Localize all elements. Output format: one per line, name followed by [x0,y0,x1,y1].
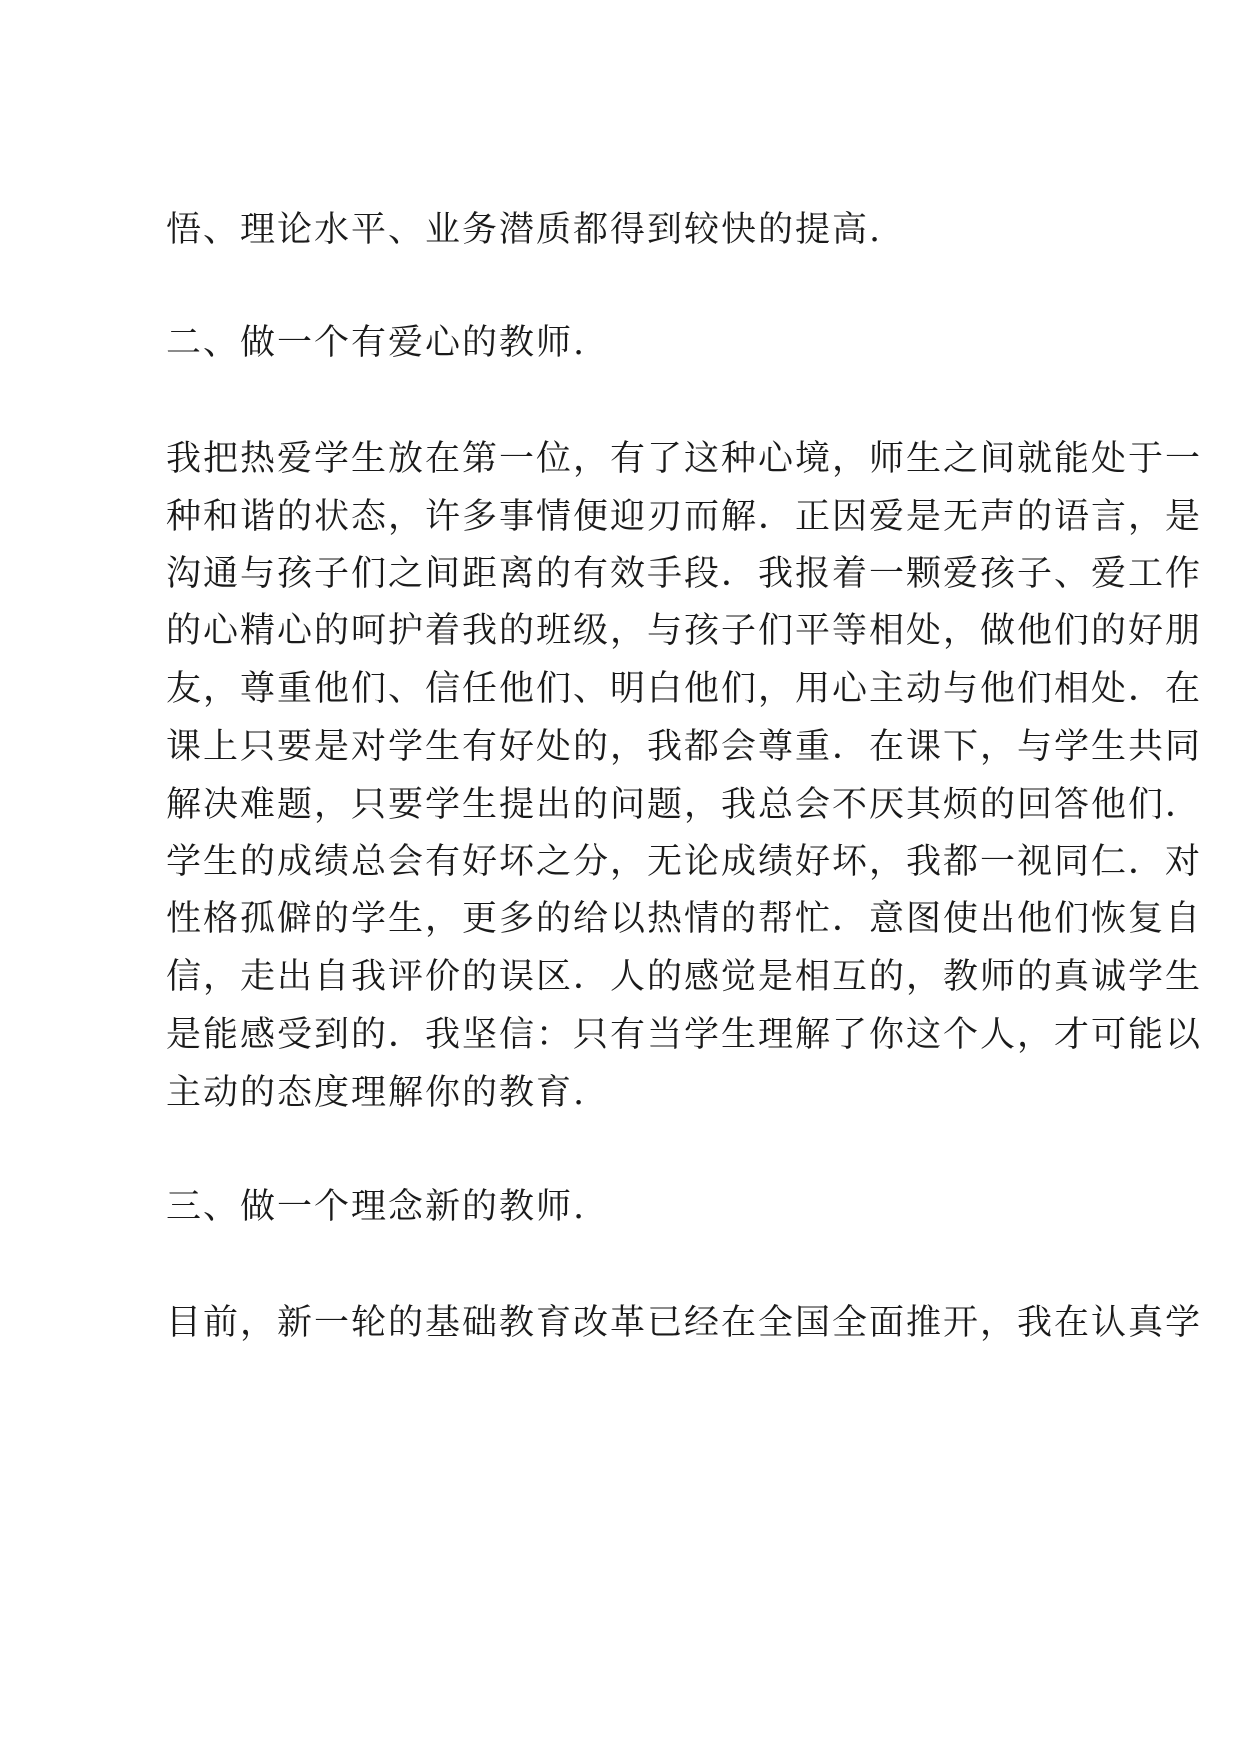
paragraph-line: 是能感受到的．我坚信：只有当学生理解了你这个人，才可能以 [166,1015,1203,1055]
paragraph-line: 悟、理论水平、业务潜质都得到较快的提高. [166,210,883,250]
paragraph-line: 我把热爱学生放在第一位，有了这种心境，师生之间就能处于一 [166,439,1203,479]
paragraph-line: 的心精心的呵护着我的班级，与孩子们平等相处，做他们的好朋 [166,611,1203,651]
paragraph-line: 学生的成绩总会有好坏之分，无论成绩好坏，我都一视同仁．对 [166,842,1203,882]
paragraph-line: 性格孤僻的学生，更多的给以热情的帮忙．意图使出他们恢复自 [166,899,1203,939]
paragraph-line: 主动的态度理解你的教育. [166,1073,587,1113]
paragraph-line: 解决难题，只要学生提出的问题，我总会不厌其烦的回答他们． [166,785,1203,825]
paragraph-line: 种和谐的状态，许多事情便迎刃而解．正因爱是无声的语言，是 [166,497,1203,537]
section-heading: 二、做一个有爱心的教师. [166,323,587,363]
paragraph-line: 目前，新一轮的基础教育改革已经在全国全面推开，我在认真学 [166,1303,1203,1343]
section-heading: 三、做一个理念新的教师. [166,1187,587,1227]
paragraph-line: 沟通与孩子们之间距离的有效手段．我报着一颗爱孩子、爱工作 [166,554,1203,594]
paragraph-line: 信，走出自我评价的误区．人的感觉是相互的，教师的真诚学生 [166,957,1203,997]
paragraph-line: 友，尊重他们、信任他们、明白他们，用心主动与他们相处．在 [166,669,1203,709]
paragraph-line: 课上只要是对学生有好处的，我都会尊重．在课下，与学生共同 [166,727,1203,767]
